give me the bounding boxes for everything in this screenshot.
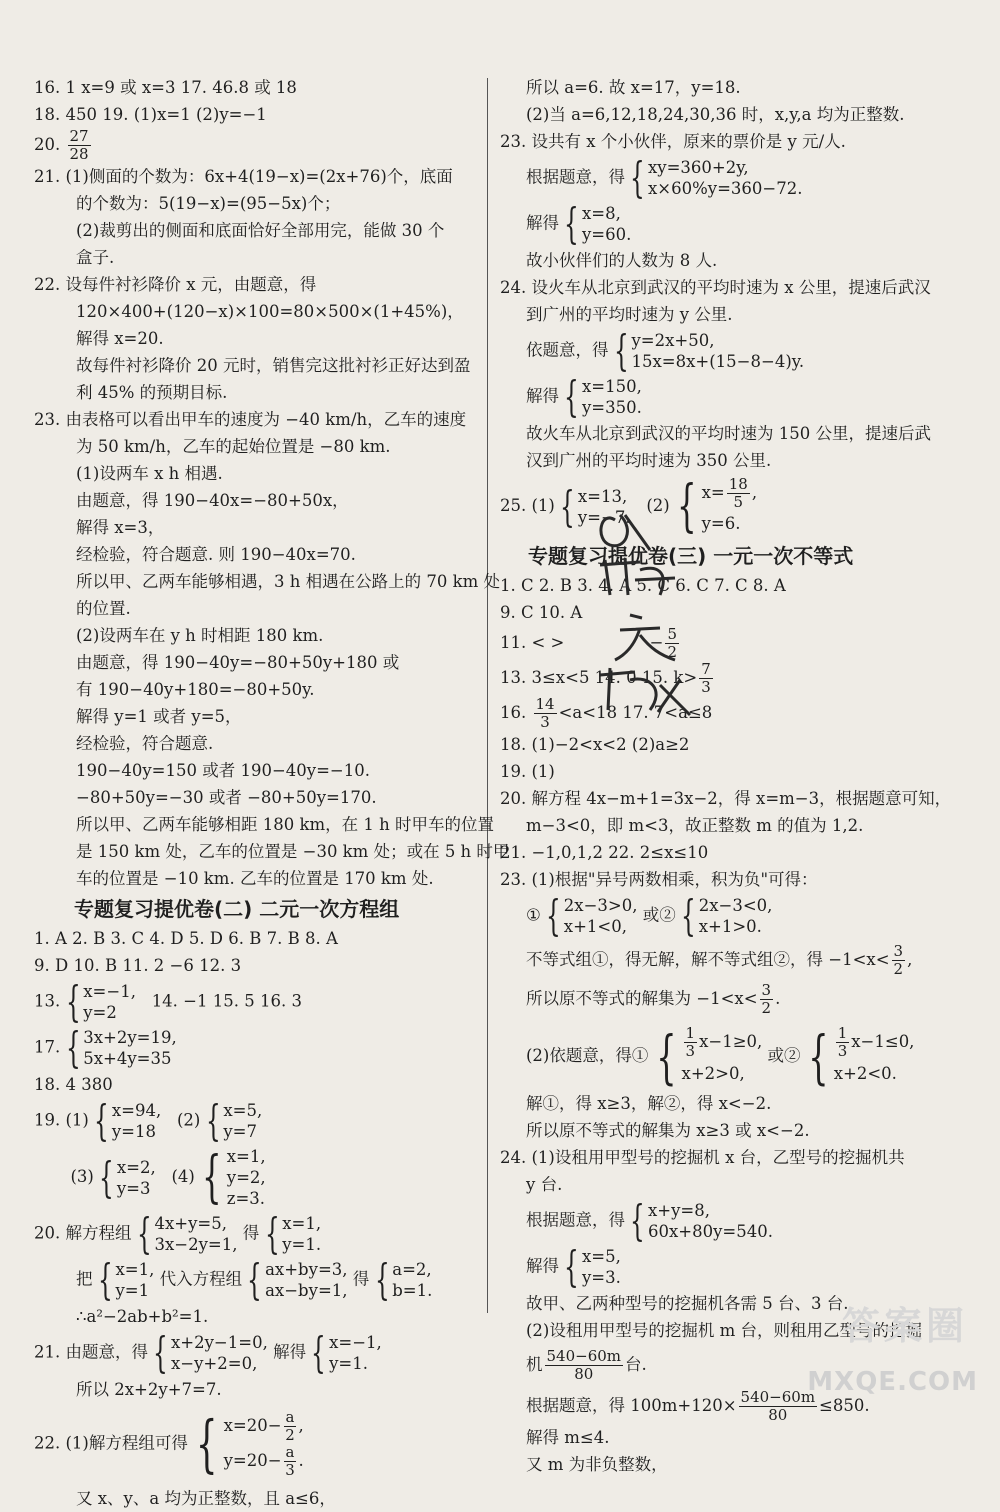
fraction: $\frac{a}{2}$ bbox=[285, 1408, 295, 1444]
answer-line: (2)当 a=6,12,18,24,30,36 时，x,y,a 均为正整数. bbox=[526, 105, 905, 124]
answer-line: 21. 由题意，得 { x+2y−1=0, x−y+2=0, 解得 { x=−1, y=1. bbox=[34, 1328, 382, 1377]
answer-line bbox=[34, 128, 480, 163]
answer-line: 车的位置是 −10 km. 乙车的位置是 170 km 处. bbox=[76, 869, 434, 888]
answer-line: (2)设租用甲型号的挖掘机 m 台，则租用乙型号的挖掘 bbox=[526, 1321, 923, 1340]
answer-line: 11. < > − $\frac{5}{2}$ bbox=[500, 625, 678, 661]
answer-line: 19. (1) { x=94, y=18 (2) { x=5, y=7 bbox=[34, 1096, 263, 1145]
answer-line: 19. (1) bbox=[500, 762, 555, 781]
answer-line: 13. 3≤x<5 14. 0 15. k> $\frac{7}{3}$ bbox=[500, 660, 711, 696]
answer-line: 经检验，符合题意. 则 190−40x=70. bbox=[76, 545, 356, 564]
answer-line: 故每件衬衫降价 20 元时，销售完这批衬衫正好达到盈 bbox=[76, 356, 471, 375]
equation-system: { ax+by=3, ax−by=1, bbox=[247, 1255, 348, 1304]
answer-line: 的个数为：5(19−x)=(95−5x)个； bbox=[76, 194, 341, 213]
fraction: $\frac{540-60m}{80}$ bbox=[546, 1347, 622, 1383]
fraction: $\frac{14}{3}$ bbox=[535, 695, 555, 731]
equation-system: { x=94, y=18 bbox=[94, 1096, 162, 1145]
answer-line: 利 45% 的预期目标. bbox=[76, 383, 228, 402]
answer-line: 20. 解方程组 { 4x+y=5, 3x−2y=1, 得 { x=1, y=1. bbox=[34, 1209, 322, 1258]
answer-line: 为 50 km/h，乙车的起始位置是 −80 km. bbox=[76, 437, 391, 456]
answer-line: 9. D 10. B 11. 2 −6 12. 3 bbox=[34, 956, 242, 975]
answer-line: 解得 m≤4. bbox=[526, 1428, 610, 1447]
answer-line: (2)设两车在 y h 时相距 180 km. bbox=[76, 626, 324, 645]
equation-system: { x=1, y=1. bbox=[264, 1209, 322, 1258]
equation-system: { x+y=8, 60x+80y=540. bbox=[630, 1196, 773, 1245]
answer-line: y 台. bbox=[526, 1175, 563, 1194]
fraction: $\frac{a}{3}$ bbox=[285, 1443, 295, 1479]
answer-line: 不等式组①，得无解，解不等式组②，得 −1<x< $\frac{3}{2}$ , bbox=[526, 942, 913, 978]
answer-line: (3) { x=2, y=3 (4) { x=1, y=2, z=3. bbox=[70, 1144, 266, 1210]
answer-line: 9. C 10. A bbox=[500, 603, 583, 622]
answer-line: 17. { 3x+2y=19, 5x+4y=35 bbox=[34, 1023, 177, 1072]
answer-line: 解得 { x=8, y=60. bbox=[526, 199, 632, 248]
answer-line: 汉到广州的平均时速为 350 公里. bbox=[526, 451, 772, 470]
answer-line: 把 { x=1, y=1 代入方程组 { ax+by=3, ax−by=1, 得 { a=2, b=1. bbox=[76, 1255, 433, 1304]
answer-line: 25. (1) { x=13, y=−7. (2) { x= $\frac{18}{5}$ , y=6. bbox=[500, 473, 758, 539]
equation-system: { $\frac{1}{3}$ x−1≥0, x+2>0, bbox=[655, 1022, 763, 1091]
equation-system: { x=−1, y=2 bbox=[65, 977, 136, 1026]
answer-line: 120×400+(120−x)×100=80×500×(1+45%)， bbox=[76, 302, 464, 321]
answer-line: 18. 450 19. (1)x=1 (2)y=−1 bbox=[34, 105, 267, 124]
watermark bbox=[807, 1287, 982, 1397]
answer-line: 由题意，得 190−40x=−80+50x， bbox=[76, 491, 349, 510]
answer-line: 18. (1)−2<x<2 (2)a≥2 bbox=[500, 735, 690, 754]
answer-line: 23. 设共有 x 个小伙伴，原来的票价是 y 元/人. bbox=[500, 132, 846, 151]
answer-line: 解得 { x=5, y=3. bbox=[526, 1242, 621, 1291]
answer-line: 1. C 2. B 3. 4. A 5. C 6. C 7. C 8. A bbox=[500, 576, 786, 595]
answer-line: 盒子. bbox=[76, 248, 115, 267]
answer-line: 解①，得 x≥3，解②，得 x<−2. bbox=[526, 1094, 772, 1113]
equation-system: { x=−1, y=1. bbox=[311, 1328, 382, 1377]
equation-system: { 2x−3>0, x+1<0, bbox=[546, 891, 638, 940]
answer-line: 13. { x=−1, y=2 14. −1 15. 5 16. 3 bbox=[34, 977, 302, 1026]
answer-line: 18. 4 380 bbox=[34, 1075, 113, 1094]
equation-system: { x=8, y=60. bbox=[564, 199, 632, 248]
section-heading: 专题复习提优卷(三) 一元一次不等式 bbox=[528, 544, 854, 568]
fraction: $\frac{5}{2}$ bbox=[667, 625, 678, 661]
answer-line: 16. 1 x=9 或 x=3 17. 46.8 或 18 bbox=[34, 78, 297, 97]
answer-line: 190−40y=150 或者 190−40y=−10. bbox=[76, 761, 370, 780]
answer-line: 故甲、乙两种型号的挖掘机各需 5 台、3 台. bbox=[526, 1294, 849, 1313]
answer-line: 是 150 km 处，乙车的位置是 −30 km 处；或在 5 h 时甲 bbox=[76, 842, 510, 861]
answer-line: 又 x、y、a 均为正整数，且 a≤6， bbox=[76, 1489, 336, 1508]
answer-line: 20. 解方程 4x−m+1=3x−2，得 x=m−3，根据题意可知， bbox=[500, 789, 952, 808]
answer-line: (1)设两车 x h 相遇. bbox=[76, 464, 223, 483]
answer-line: −80+50y=−30 或者 −80+50y=170. bbox=[76, 788, 377, 807]
answer-line: 所以 2x+2y+7=7. bbox=[76, 1380, 222, 1399]
answer-line: 解得 y=1 或者 y=5， bbox=[76, 707, 242, 726]
equation-system: { x=1, y=2, z=3. bbox=[202, 1144, 266, 1210]
answer-line: 解得 x=3， bbox=[76, 518, 165, 537]
equation-system: { x=13, y=−7. bbox=[560, 481, 631, 531]
equation-system: { x=20− $\frac{a}{2}$ , y=20− $\frac{a}{3}$ . bbox=[195, 1407, 304, 1480]
answer-line: 所以原不等式的解集为 x≥3 或 x<−2. bbox=[526, 1121, 810, 1140]
answer-line: 有 190−40y+180=−80+50y. bbox=[76, 680, 315, 699]
fraction: $\frac{3}{2}$ bbox=[893, 942, 904, 978]
answer-line: 所以原不等式的解集为 −1<x< $\frac{3}{2}$ . bbox=[526, 981, 781, 1017]
answer-line: 23. (1)根据"异号两数相乘，积为负"可得： bbox=[500, 870, 818, 889]
answer-line: 所以甲、乙两车能够相遇，3 h 相遇在公路上的 70 km 处 bbox=[76, 572, 500, 591]
answer-line: 依题意，得 { y=2x+50, 15x=8x+(15−8−4)y. bbox=[526, 326, 805, 375]
equation-system: { x=1, y=1 bbox=[97, 1255, 155, 1304]
answer-line: 24. 设火车从北京到武汉的平均时速为 x 公里，提速后武汉 bbox=[500, 278, 931, 297]
answer-line: 解得 { x=150, y=350. bbox=[526, 372, 642, 421]
watermark-logo: 答案圈 bbox=[841, 1304, 968, 1348]
answer-line: 的位置. bbox=[76, 599, 131, 618]
equation-system: { $\frac{1}{3}$ x−1≤0, x+2<0. bbox=[808, 1022, 915, 1091]
fraction: $\frac{18}{5}$ bbox=[728, 475, 748, 511]
right-column bbox=[500, 74, 965, 1478]
fraction: $\frac{27}{28}$ bbox=[69, 127, 89, 163]
answer-line: 22. 设每件衬衫降价 x 元，由题意，得 bbox=[34, 275, 317, 294]
answer-line: m−3<0，即 m<3，故正整数 m 的值为 1,2. bbox=[526, 816, 864, 835]
equation-system: { x=2, y=3 bbox=[99, 1152, 156, 1202]
equation-system: { x= $\frac{18}{5}$ , y=6. bbox=[676, 473, 758, 539]
equation-system: { xy=360+2y, x×60%y=360−72. bbox=[630, 153, 803, 202]
equation-system: { 2x−3<0, x+1>0. bbox=[680, 891, 773, 940]
answer-line: 由题意，得 190−40y=−80+50y+180 或 bbox=[76, 653, 400, 672]
answer-line: 故小伙伴们的人数为 8 人. bbox=[526, 251, 718, 270]
fraction: $\frac{3}{2}$ bbox=[761, 981, 772, 1017]
equation-system: { x=5, y=7 bbox=[205, 1096, 263, 1145]
answer-line: (2)依题意，得① { $\frac{1}{3}$ x−1≥0, x+2>0, 或② { $\frac{1}{3}$ x−1≤0, x+2<0. bbox=[526, 1022, 915, 1091]
equation-system: { x=5, y=3. bbox=[564, 1242, 621, 1291]
answer-line: 到广州的平均时速为 y 公里. bbox=[526, 305, 733, 324]
equation-system: { 3x+2y=19, 5x+4y=35 bbox=[65, 1023, 177, 1072]
answer-line: 根据题意，得 100m+120× $\frac{540-60m}{80}$ ≤850. bbox=[526, 1388, 870, 1424]
answer-line: ∴a²−2ab+b²=1. bbox=[76, 1307, 209, 1326]
fraction: $\frac{7}{3}$ bbox=[701, 660, 711, 696]
answer-line: 经检验，符合题意. bbox=[76, 734, 214, 753]
equation-system: { x=150, y=350. bbox=[564, 372, 642, 421]
answer-line: 解得 x=20. bbox=[76, 329, 164, 348]
answer-line: 23. 由表格可以看出甲车的速度为 −40 km/h，乙车的速度 bbox=[34, 410, 467, 429]
equation-system: { x+2y−1=0, x−y+2=0, bbox=[153, 1328, 268, 1377]
answer-line: 根据题意，得 { x+y=8, 60x+80y=540. bbox=[526, 1196, 773, 1245]
answer-line: 24. (1)设租用甲型号的挖掘机 x 台，乙型号的挖掘机共 bbox=[500, 1148, 905, 1167]
fraction: $\frac{1}{3}$ bbox=[685, 1024, 696, 1060]
answer-line: 又 m 为非负整数， bbox=[526, 1455, 668, 1474]
left-column bbox=[34, 74, 510, 1512]
answer-line: 22. (1)解方程组可得 { x=20− $\frac{a}{2}$ , y=20− $\frac{a}{3}$ . bbox=[34, 1407, 304, 1480]
handwriting-scribble bbox=[580, 500, 720, 730]
answer-line: 16. $\frac{14}{3}$ <a<18 17. 7<a≤8 bbox=[500, 695, 713, 731]
answer-line: 机 $\frac{540-60m}{80}$ 台. bbox=[526, 1347, 647, 1383]
answer-line: (2)裁剪出的侧面和底面恰好全部用完，能做 30 个 bbox=[76, 221, 445, 240]
q-num: 20. bbox=[34, 135, 61, 154]
answer-line: 所以 a=6. 故 x=17，y=18. bbox=[526, 78, 741, 97]
column-divider bbox=[487, 78, 488, 1313]
answer-line: 故火车从北京到武汉的平均时速为 150 公里，提速后武 bbox=[526, 424, 931, 443]
answer-line: 21. −1,0,1,2 22. 2≤x≤10 bbox=[500, 843, 709, 862]
answer-line: 21. (1)侧面的个数为：6x+4(19−x)=(2x+76)个，底面 bbox=[34, 167, 453, 186]
equation-system: { 4x+y=5, 3x−2y=1, bbox=[136, 1209, 238, 1258]
answer-line: ① { 2x−3>0, x+1<0, 或② { 2x−3<0, x+1>0. bbox=[526, 891, 773, 940]
watermark-url: MXQE.COM bbox=[807, 1367, 978, 1397]
fraction: $\frac{1}{3}$ bbox=[837, 1024, 848, 1060]
equation-system: { y=2x+50, 15x=8x+(15−8−4)y. bbox=[613, 326, 805, 375]
answer-line: 根据题意，得 { xy=360+2y, x×60%y=360−72. bbox=[526, 153, 803, 202]
equation-system: { a=2, b=1. bbox=[374, 1255, 433, 1304]
fraction: $\frac{540-60m}{80}$ bbox=[740, 1388, 816, 1424]
answer-line: 1. A 2. B 3. C 4. D 5. D 6. B 7. B 8. A bbox=[34, 929, 338, 948]
answer-line: 所以甲、乙两车能够相距 180 km，在 1 h 时甲车的位置 bbox=[76, 815, 494, 834]
section-heading: 专题复习提优卷(二) 二元一次方程组 bbox=[74, 897, 400, 921]
